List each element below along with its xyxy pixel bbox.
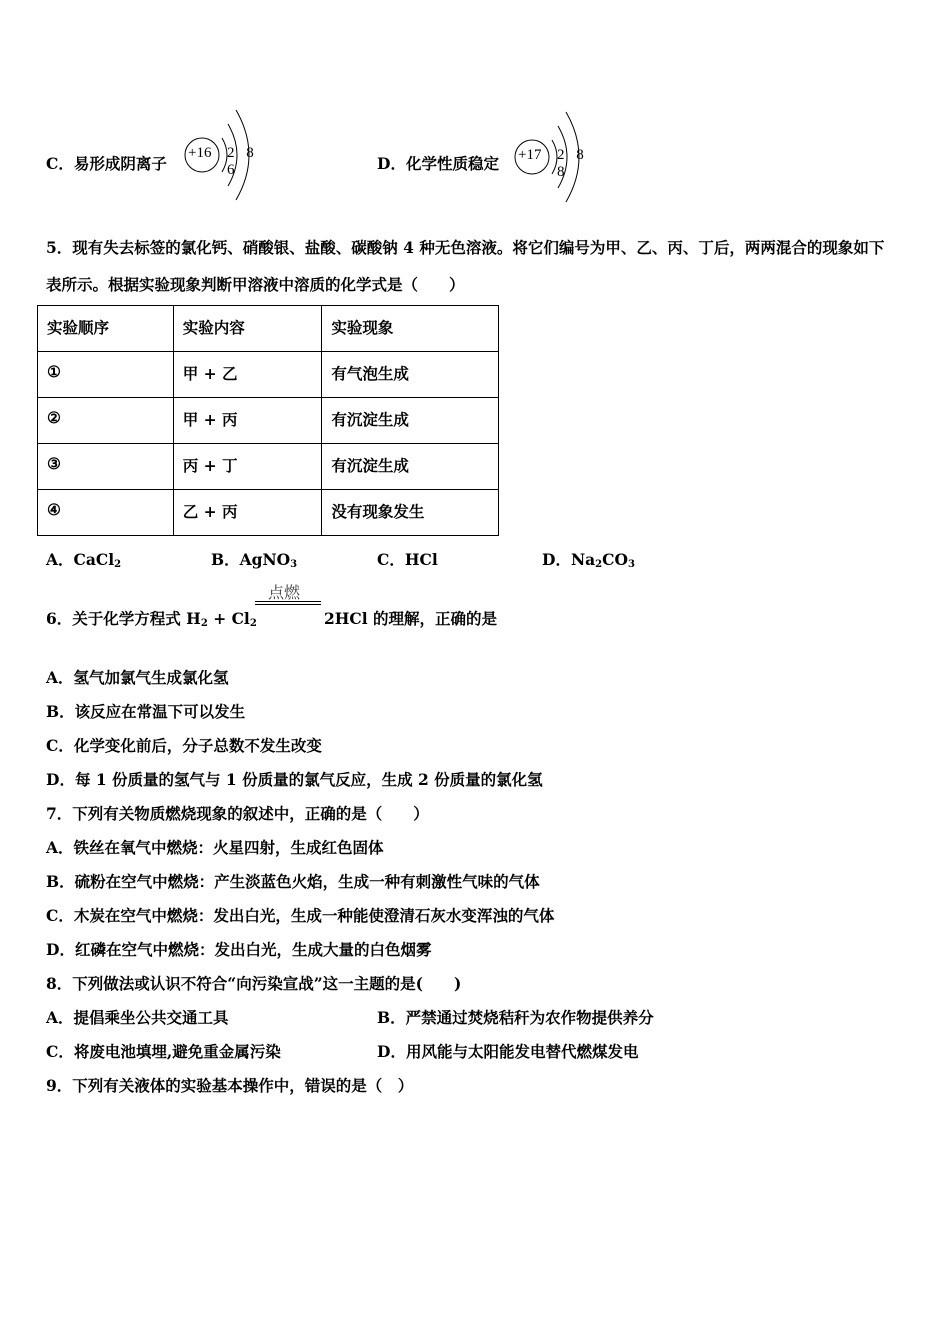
q9-stem: 9．下列有关液体的实验基本操作中，错误的是（ ） — [46, 1076, 414, 1095]
q7-option-a: A．铁丝在氧气中燃烧：火星四射，生成红色固体 — [46, 838, 384, 857]
q5-option-d: D．$Na_2CO_3$ — [542, 550, 635, 570]
table-cell: 丙 + 丁 — [173, 444, 322, 490]
table-row — [38, 398, 499, 444]
q7-option-c: C．木炭在空气中燃烧：发出白光，生成一种能使澄清石灰水变浑浊的气体 — [46, 906, 555, 925]
q5-stem-line2: 表所示。根据实验现象判断甲溶液中溶质的化学式是（ ） — [46, 275, 465, 294]
table-cell: 有气泡生成 — [322, 352, 499, 398]
q6-stem: 6．关于化学方程式 $H_2 + Cl_2$ — [46, 609, 257, 629]
equation-bar-top — [255, 601, 321, 602]
table-cell: ② — [38, 398, 174, 444]
atom-diagram-s — [182, 98, 272, 210]
q6-option-c: C．化学变化前后，分子总数不发生改变 — [46, 736, 322, 755]
table-cell: 甲 + 乙 — [173, 352, 322, 398]
table-cell: ① — [38, 352, 174, 398]
table-row — [38, 444, 499, 490]
q6-stem-suffix: 2HCl 的理解，正确的是 — [324, 609, 498, 628]
atom-electrons-cl: 2 8 8 — [557, 147, 588, 180]
table-cell: 有沉淀生成 — [322, 444, 499, 490]
table-row — [38, 352, 499, 398]
table-header: 实验内容 — [173, 306, 322, 352]
q8-option-b: B．严禁通过焚烧秸秆为农作物提供养分 — [377, 1008, 654, 1027]
table-header: 实验顺序 — [38, 306, 174, 352]
table-cell: ④ — [38, 490, 174, 536]
q6-option-b: B．该反应在常温下可以发生 — [46, 702, 246, 721]
atom-nucleus-s: +16 — [188, 145, 212, 161]
q8-stem: 8．下列做法或认识不符合“向污染宣战”这一主题的是( ) — [46, 974, 462, 993]
q4-option-c: C．易形成阴离子 — [46, 154, 167, 173]
table-cell: ③ — [38, 444, 174, 490]
table-cell: 没有现象发生 — [322, 490, 499, 536]
table-cell: 甲 + 丙 — [173, 398, 322, 444]
atom-electrons-s: 2 8 6 — [227, 145, 258, 178]
atom-diagram-cl — [512, 100, 602, 212]
table-cell: 乙 + 丙 — [173, 490, 322, 536]
q6-option-a: A．氢气加氯气生成氯化氢 — [46, 668, 229, 687]
q8-option-a: A．提倡乘坐公共交通工具 — [46, 1008, 229, 1027]
reaction-condition: 点燃 — [268, 583, 301, 602]
q5-option-b: B．AgNO$_3$ — [211, 550, 298, 570]
experiment-table — [37, 305, 499, 536]
table-header: 实验现象 — [322, 306, 499, 352]
atom-nucleus-cl: +17 — [518, 147, 542, 163]
q8-option-c: C．将废电池填埋,避免重金属污染 — [46, 1042, 281, 1061]
q7-option-d: D．红磷在空气中燃烧：发出白光，生成大量的白色烟雾 — [46, 940, 432, 959]
q4-option-d: D．化学性质稳定 — [377, 154, 499, 173]
table-row — [38, 490, 499, 536]
q7-option-b: B．硫粉在空气中燃烧：产生淡蓝色火焰，生成一种有刺激性气味的气体 — [46, 872, 540, 891]
q5-stem-line1: 5．现有失去标签的氯化钙、硝酸银、盐酸、碳酸钠 4 种无色溶液。将它们编号为甲、乙、丙、丁后，两两混合的现象如下 — [46, 238, 885, 257]
q8-option-d: D．用风能与太阳能发电替代燃煤发电 — [377, 1042, 639, 1061]
q7-stem: 7．下列有关物质燃烧现象的叙述中，正确的是（ ） — [46, 804, 429, 823]
table-header-row — [38, 306, 499, 352]
q5-option-c: C．HCl — [377, 550, 438, 569]
equation-bar-bottom — [255, 604, 321, 605]
q5-option-a: A．CaCl$_2$ — [46, 550, 122, 570]
table-cell: 有沉淀生成 — [322, 398, 499, 444]
q6-option-d: D．每 1 份质量的氢气与 1 份质量的氯气反应，生成 2 份质量的氯化氢 — [46, 770, 543, 789]
